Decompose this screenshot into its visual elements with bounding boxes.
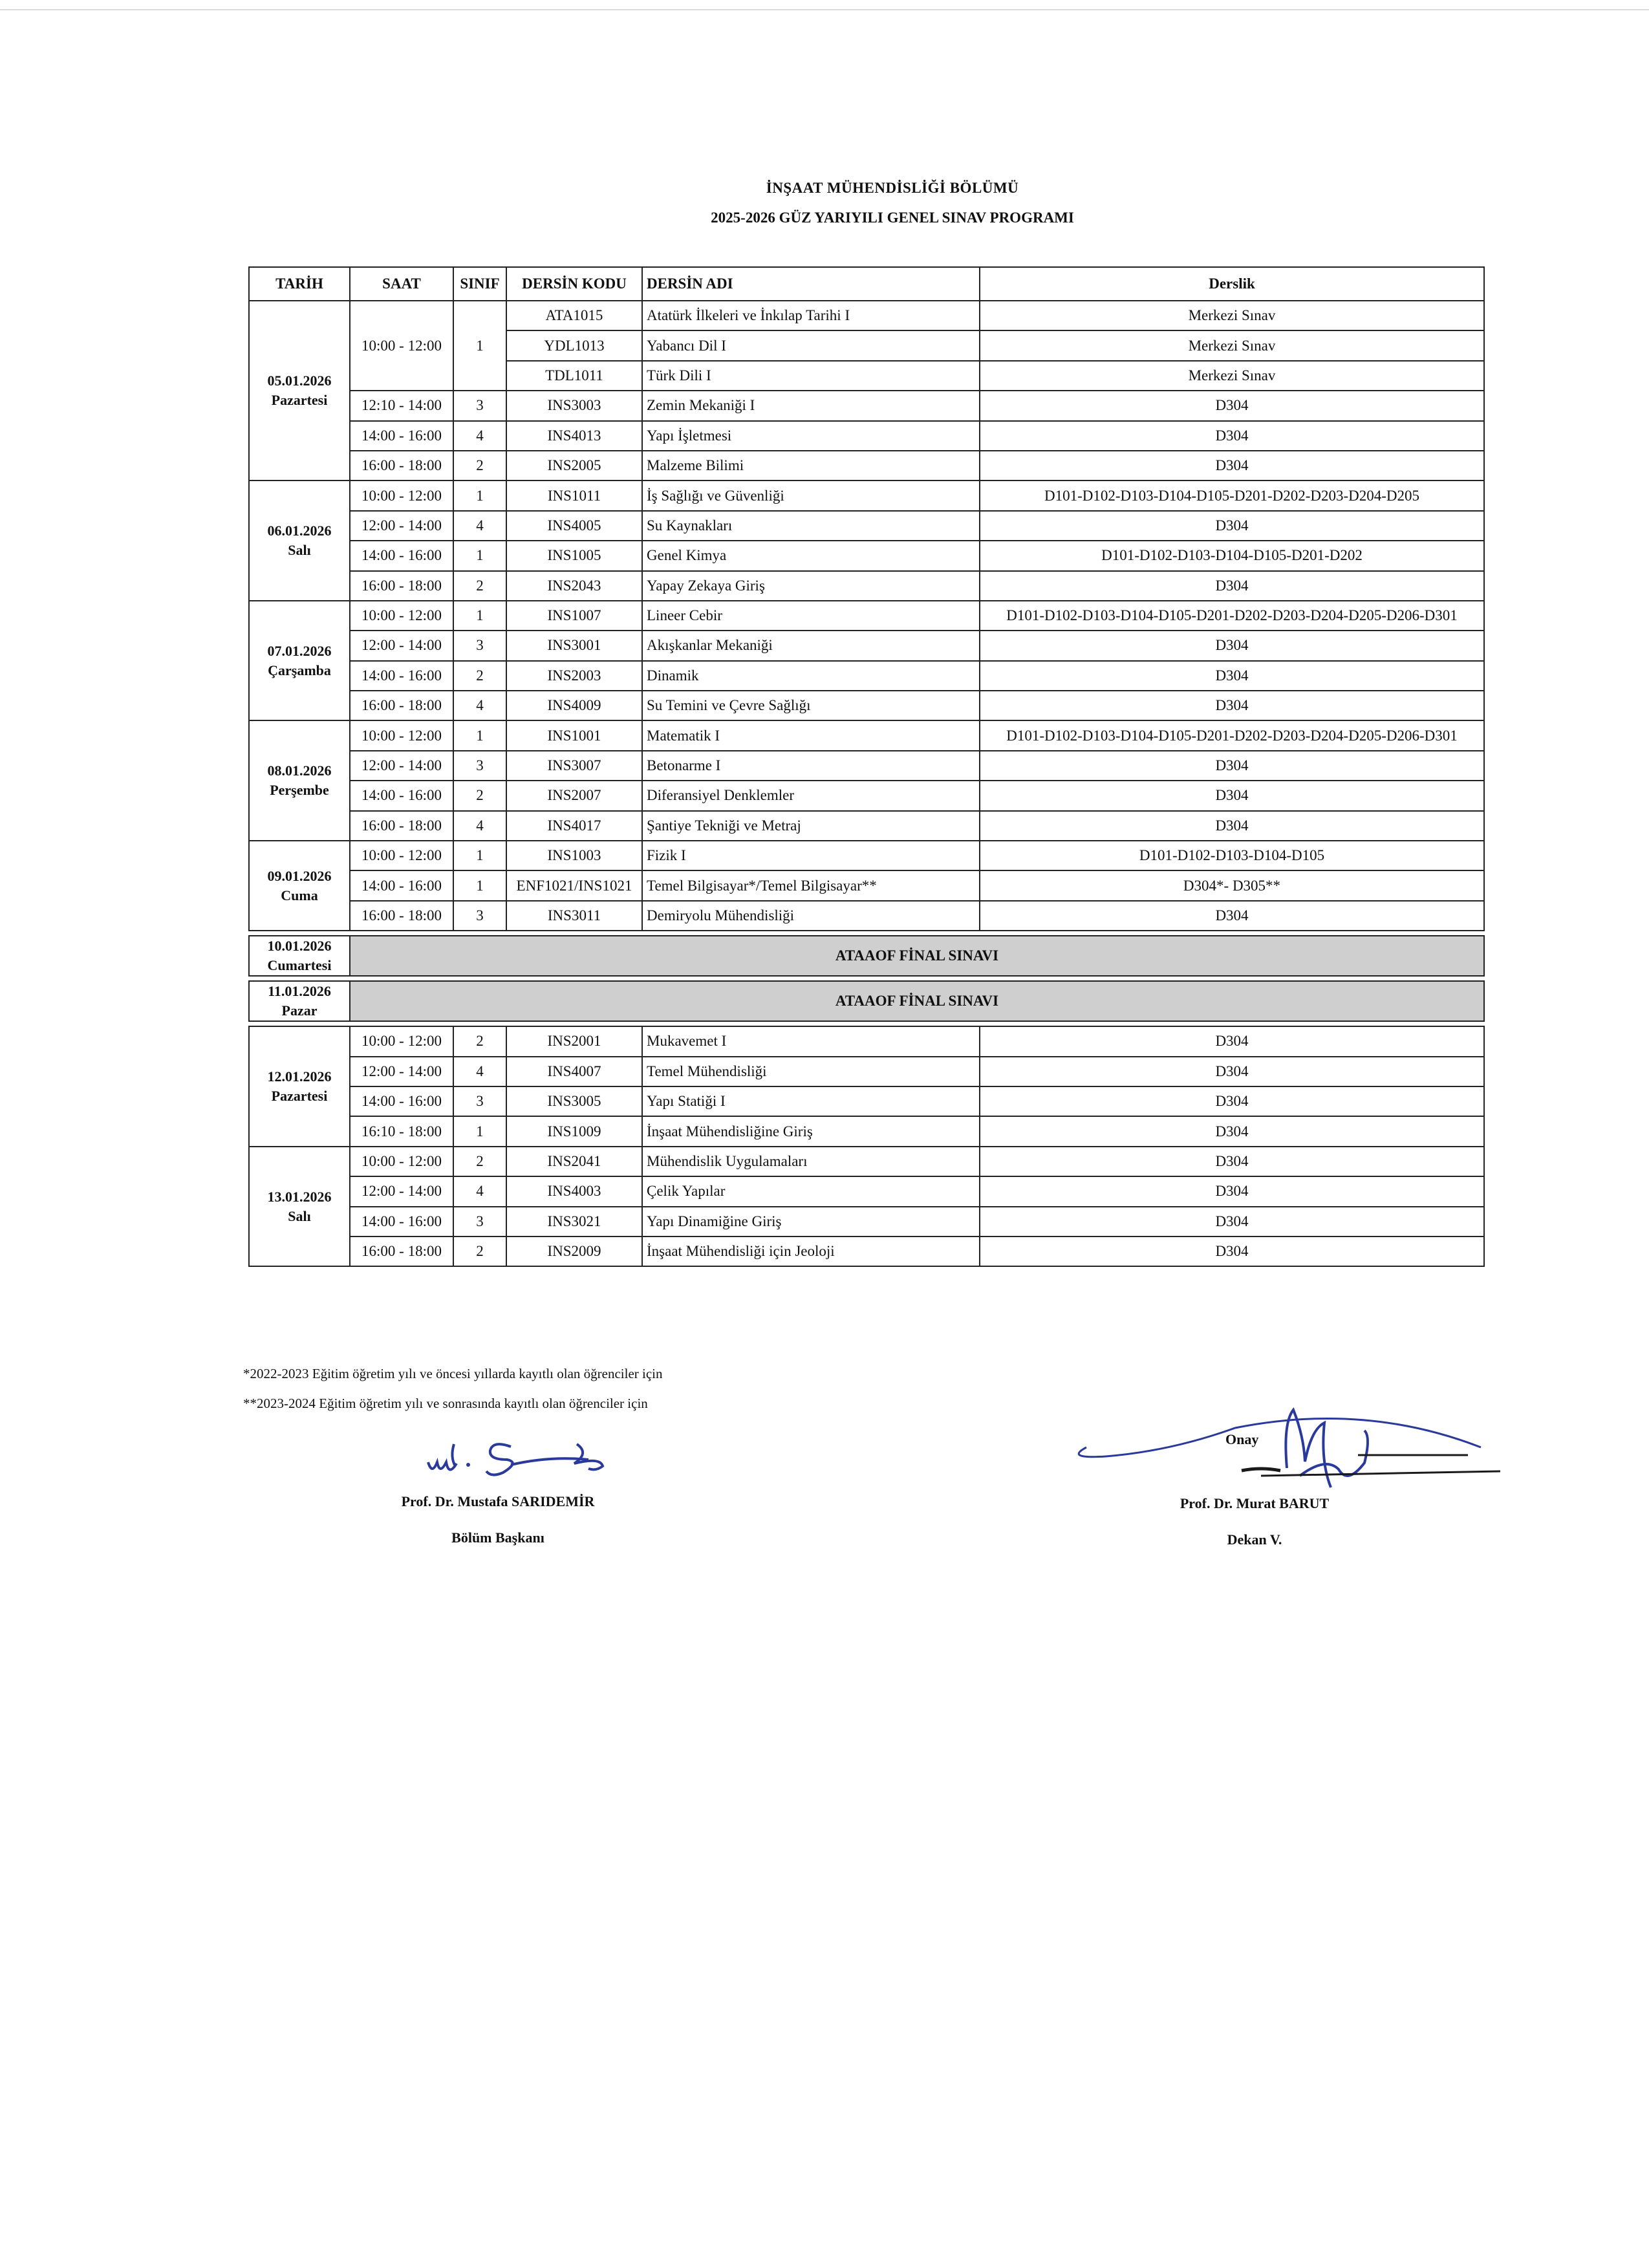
signatory-left-role: Bölüm Başkanı	[451, 1529, 544, 1546]
course-name: Genel Kimya	[642, 541, 980, 570]
class-year: 2	[453, 451, 506, 481]
day-separator	[249, 1021, 1484, 1026]
table-row	[249, 421, 1484, 451]
class-year: 1	[453, 541, 506, 570]
class-year: 3	[453, 751, 506, 781]
exam-weekday: Salı	[288, 1207, 311, 1224]
class-year: 4	[453, 421, 506, 451]
exam-time: 14:00 - 16:00	[350, 421, 453, 451]
exam-time: 10:00 - 12:00	[350, 481, 453, 510]
exam-time: 14:00 - 16:00	[350, 541, 453, 570]
exam-room: D304	[980, 811, 1484, 841]
table-row	[249, 541, 1484, 570]
exam-room: D304	[980, 391, 1484, 420]
class-year: 3	[453, 901, 506, 931]
course-name: İş Sağlığı ve Güvenliği	[642, 481, 980, 510]
exam-room: D304	[980, 1116, 1484, 1146]
final-exam-banner: ATAAOF FİNAL SINAVI	[350, 981, 1484, 1021]
table-row	[249, 1026, 1484, 1056]
final-exam-banner: ATAAOF FİNAL SINAVI	[350, 936, 1484, 976]
table-row	[249, 1147, 1484, 1176]
course-name: Lineer Cebir	[642, 601, 980, 631]
date-cell	[249, 601, 350, 721]
date-cell	[249, 481, 350, 601]
table-row	[249, 1086, 1484, 1116]
document-header	[0, 180, 1649, 226]
course-code: INS3021	[506, 1207, 642, 1237]
exam-date: 09.01.2026	[267, 867, 332, 884]
class-year: 1	[453, 720, 506, 750]
exam-weekday: Perşembe	[270, 782, 329, 799]
course-code: INS2003	[506, 661, 642, 691]
day-separator-cell	[249, 931, 1484, 936]
course-name: Yabancı Dil I	[642, 330, 980, 360]
course-name: Su Kaynakları	[642, 511, 980, 541]
exam-time: 12:10 - 14:00	[350, 391, 453, 420]
table-row	[249, 691, 1484, 720]
course-code: INS1005	[506, 541, 642, 570]
class-year: 1	[453, 601, 506, 631]
date-cell	[249, 301, 350, 481]
class-year: 4	[453, 1176, 506, 1206]
course-name: Atatürk İlkeleri ve İnkılap Tarihi I	[642, 301, 980, 330]
course-code: INS4003	[506, 1176, 642, 1206]
table-row	[249, 1116, 1484, 1146]
table-row	[249, 301, 1484, 330]
course-name: Fizik I	[642, 841, 980, 870]
table-row	[249, 936, 1484, 976]
table-row	[249, 1057, 1484, 1086]
course-code: INS1007	[506, 601, 642, 631]
class-year: 2	[453, 1147, 506, 1176]
class-year: 2	[453, 1237, 506, 1266]
course-name: İnşaat Mühendisliğine Giriş	[642, 1116, 980, 1146]
date-cell	[249, 1026, 350, 1147]
day-separator-cell	[249, 976, 1484, 981]
table-row	[249, 1176, 1484, 1206]
table-row	[249, 811, 1484, 841]
signature-left-block	[362, 1432, 634, 1546]
course-name: Yapı İşletmesi	[642, 421, 980, 451]
course-name: Demiryolu Mühendisliği	[642, 901, 980, 931]
day-separator	[249, 976, 1484, 981]
course-code: INS3001	[506, 631, 642, 660]
table-row	[249, 601, 1484, 631]
day-separator	[249, 931, 1484, 936]
table-row	[249, 451, 1484, 481]
course-code: INS1003	[506, 841, 642, 870]
course-code: INS1001	[506, 720, 642, 750]
course-code: TDL1011	[506, 361, 642, 391]
date-cell	[249, 936, 350, 976]
class-year: 1	[453, 870, 506, 900]
class-year: 4	[453, 691, 506, 720]
table-row	[249, 481, 1484, 510]
exam-room: D101-D102-D103-D104-D105-D201-D202	[980, 541, 1484, 570]
exam-room: Merkezi Sınav	[980, 361, 1484, 391]
exam-time: 14:00 - 16:00	[350, 1207, 453, 1237]
course-name: Zemin Mekaniği I	[642, 391, 980, 420]
exam-room: D304	[980, 1147, 1484, 1176]
exam-time: 16:00 - 18:00	[350, 901, 453, 931]
course-code: INS4017	[506, 811, 642, 841]
class-year: 2	[453, 661, 506, 691]
course-name: Temel Mühendisliği	[642, 1057, 980, 1086]
exam-room: D304	[980, 631, 1484, 660]
exam-room: D304*- D305**	[980, 870, 1484, 900]
table-row	[249, 391, 1484, 420]
exam-time: 10:00 - 12:00	[350, 601, 453, 631]
exam-weekday: Cumartesi	[267, 957, 332, 974]
exam-room: Merkezi Sınav	[980, 330, 1484, 360]
course-code: INS3003	[506, 391, 642, 420]
exam-time: 14:00 - 16:00	[350, 870, 453, 900]
exam-room: D304	[980, 781, 1484, 810]
exam-schedule-table	[248, 266, 1485, 1267]
class-year: 1	[453, 841, 506, 870]
schedule-body	[249, 301, 1484, 1266]
course-code: INS3007	[506, 751, 642, 781]
course-name: Akışkanlar Mekaniği	[642, 631, 980, 660]
course-name: Mukavemet I	[642, 1026, 980, 1056]
table-row	[249, 901, 1484, 931]
exam-room: D101-D102-D103-D104-D105	[980, 841, 1484, 870]
course-code: INS2041	[506, 1147, 642, 1176]
date-cell	[249, 841, 350, 931]
course-name: Temel Bilgisayar*/Temel Bilgisayar**	[642, 870, 980, 900]
exam-room: D101-D102-D103-D104-D105-D201-D202-D203-D204-D205	[980, 481, 1484, 510]
day-separator-cell	[249, 1021, 1484, 1026]
table-header-row	[249, 267, 1484, 301]
exam-time: 12:00 - 14:00	[350, 1057, 453, 1086]
exam-weekday: Cuma	[281, 887, 318, 903]
exam-room: D304	[980, 451, 1484, 481]
class-year: 1	[453, 481, 506, 510]
department-title: İNŞAAT MÜHENDİSLİĞİ BÖLÜMÜ	[766, 180, 1019, 196]
exam-time: 16:00 - 18:00	[350, 1237, 453, 1266]
exam-room: D101-D102-D103-D104-D105-D201-D202-D203-D204-D205-D206-D301	[980, 720, 1484, 750]
course-code: INS2043	[506, 571, 642, 601]
course-code: INS4007	[506, 1057, 642, 1086]
course-code: INS4005	[506, 511, 642, 541]
table-row	[249, 631, 1484, 660]
course-name: Yapı Statiği I	[642, 1086, 980, 1116]
column-header-course-code: DERSİN KODU	[506, 267, 642, 301]
exam-weekday: Pazartesi	[271, 1087, 328, 1104]
signatory-right-name: Prof. Dr. Murat BARUT	[1180, 1495, 1330, 1511]
table-row	[249, 751, 1484, 781]
course-name: Yapay Zekaya Giriş	[642, 571, 980, 601]
course-name: Türk Dili I	[642, 361, 980, 391]
exam-time: 14:00 - 16:00	[350, 1086, 453, 1116]
exam-room: D304	[980, 511, 1484, 541]
exam-weekday: Çarşamba	[268, 662, 331, 678]
exam-time: 10:00 - 12:00	[350, 1026, 453, 1056]
class-year: 3	[453, 631, 506, 660]
exam-time: 10:00 - 12:00	[350, 301, 453, 391]
course-code: ENF1021/INS1021	[506, 870, 642, 900]
course-code: INS3005	[506, 1086, 642, 1116]
course-name: Betonarme I	[642, 751, 980, 781]
exam-weekday: Salı	[288, 542, 311, 559]
class-year: 1	[453, 1116, 506, 1146]
table-row	[249, 661, 1484, 691]
course-code: INS1009	[506, 1116, 642, 1146]
course-code: YDL1013	[506, 330, 642, 360]
class-year: 4	[453, 1057, 506, 1086]
exam-room: D304	[980, 661, 1484, 691]
exam-time: 16:00 - 18:00	[350, 811, 453, 841]
class-year: 4	[453, 811, 506, 841]
signature-right-block	[1112, 1449, 1397, 1548]
course-code: INS2007	[506, 781, 642, 810]
exam-time: 14:00 - 16:00	[350, 781, 453, 810]
exam-room: D101-D102-D103-D104-D105-D201-D202-D203-D204-D205-D206-D301	[980, 601, 1484, 631]
exam-date: 07.01.2026	[267, 642, 332, 659]
course-name: Çelik Yapılar	[642, 1176, 980, 1206]
exam-time: 16:10 - 18:00	[350, 1116, 453, 1146]
exam-date: 10.01.2026	[267, 938, 332, 955]
course-code: INS4009	[506, 691, 642, 720]
footnote-1: *2022-2023 Eğitim öğretim yılı ve öncesi yıllarda kayıtlı olan öğrenciler için	[243, 1366, 663, 1381]
exam-room: D304	[980, 1057, 1484, 1086]
exam-room: D304	[980, 1237, 1484, 1266]
table-row	[249, 781, 1484, 810]
exam-time: 16:00 - 18:00	[350, 691, 453, 720]
exam-time: 12:00 - 14:00	[350, 511, 453, 541]
table-row	[249, 870, 1484, 900]
course-name: Malzeme Bilimi	[642, 451, 980, 481]
exam-room: D304	[980, 571, 1484, 601]
table-row	[249, 511, 1484, 541]
exam-weekday: Pazar	[281, 1002, 318, 1019]
course-name: Şantiye Tekniği ve Metraj	[642, 811, 980, 841]
class-year: 2	[453, 781, 506, 810]
class-year: 4	[453, 511, 506, 541]
exam-date: 12.01.2026	[267, 1068, 332, 1085]
course-code: INS2009	[506, 1237, 642, 1266]
exam-room: D304	[980, 1176, 1484, 1206]
exam-date: 06.01.2026	[267, 523, 332, 539]
approval-label: Onay	[1225, 1431, 1259, 1447]
exam-room: D304	[980, 1207, 1484, 1237]
class-year: 2	[453, 571, 506, 601]
exam-date: 08.01.2026	[267, 762, 332, 779]
exam-room: D304	[980, 901, 1484, 931]
date-cell	[249, 720, 350, 841]
exam-date: 11.01.2026	[268, 983, 331, 1000]
course-name: Matematik I	[642, 720, 980, 750]
class-year: 2	[453, 1026, 506, 1056]
table-row	[249, 720, 1484, 750]
course-name: Mühendislik Uygulamaları	[642, 1147, 980, 1176]
exam-room: D304	[980, 691, 1484, 720]
course-code: INS1011	[506, 481, 642, 510]
exam-date: 05.01.2026	[267, 373, 332, 389]
table-row	[249, 981, 1484, 1021]
course-code: ATA1015	[506, 301, 642, 330]
course-name: İnşaat Mühendisliği için Jeoloji	[642, 1237, 980, 1266]
exam-weekday: Pazartesi	[271, 392, 328, 409]
footnote-2: **2023-2024 Eğitim öğretim yılı ve sonrasında kayıtlı olan öğrenciler için	[243, 1396, 648, 1411]
table-row	[249, 1207, 1484, 1237]
page-edge-line	[0, 9, 1649, 10]
column-header-class: SINIF	[453, 267, 506, 301]
class-year: 3	[453, 1207, 506, 1237]
column-header-date: TARİH	[249, 267, 350, 301]
table-row	[249, 841, 1484, 870]
course-name: Yapı Dinamiğine Giriş	[642, 1207, 980, 1237]
exam-time: 12:00 - 14:00	[350, 751, 453, 781]
table-row	[249, 1237, 1484, 1266]
class-year: 1	[453, 301, 506, 391]
column-header-time: SAAT	[350, 267, 453, 301]
exam-time: 12:00 - 14:00	[350, 631, 453, 660]
signatory-right-role: Dekan V.	[1227, 1531, 1282, 1548]
exam-room: D304	[980, 751, 1484, 781]
exam-time: 10:00 - 12:00	[350, 841, 453, 870]
course-name: Dinamik	[642, 661, 980, 691]
date-cell	[249, 981, 350, 1021]
column-header-course-name: DERSİN ADI	[642, 267, 980, 301]
exam-time: 16:00 - 18:00	[350, 571, 453, 601]
course-code: INS2001	[506, 1026, 642, 1056]
exam-date: 13.01.2026	[267, 1188, 332, 1205]
exam-time: 10:00 - 12:00	[350, 720, 453, 750]
exam-time: 12:00 - 14:00	[350, 1176, 453, 1206]
course-name: Su Temini ve Çevre Sağlığı	[642, 691, 980, 720]
exam-room: D304	[980, 421, 1484, 451]
date-cell	[249, 1147, 350, 1267]
exam-time: 14:00 - 16:00	[350, 661, 453, 691]
course-name: Diferansiyel Denklemler	[642, 781, 980, 810]
course-code: INS2005	[506, 451, 642, 481]
exam-room: D304	[980, 1026, 1484, 1056]
course-code: INS3011	[506, 901, 642, 931]
exam-time: 10:00 - 12:00	[350, 1147, 453, 1176]
class-year: 3	[453, 391, 506, 420]
course-code: INS4013	[506, 421, 642, 451]
exam-time: 16:00 - 18:00	[350, 451, 453, 481]
table-row	[249, 571, 1484, 601]
column-header-room: Derslik	[980, 267, 1484, 301]
exam-room: Merkezi Sınav	[980, 301, 1484, 330]
class-year: 3	[453, 1086, 506, 1116]
program-title: 2025-2026 GÜZ YARIYILI GENEL SINAV PROGRAMI	[711, 210, 1074, 226]
signatory-left-name: Prof. Dr. Mustafa SARIDEMİR	[401, 1493, 595, 1509]
exam-room: D304	[980, 1086, 1484, 1116]
